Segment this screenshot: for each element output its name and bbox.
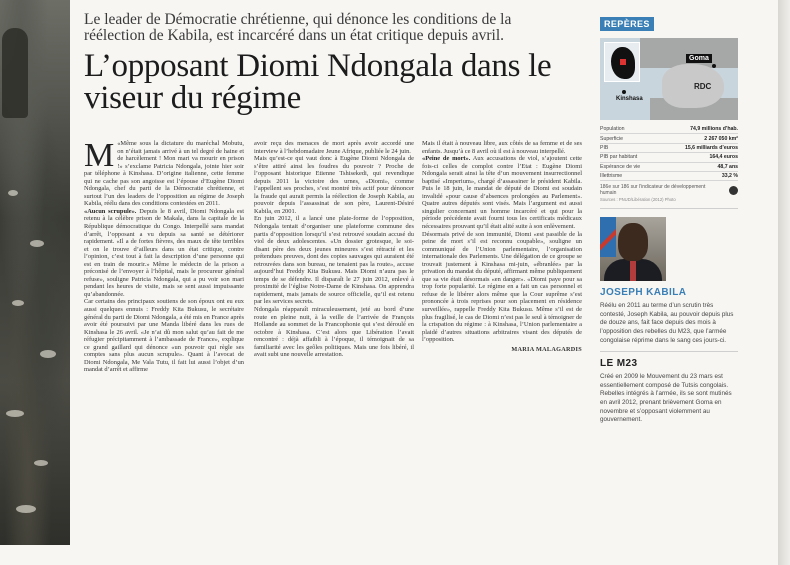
m23-text: Créé en 2009 le Mouvement du 23 mars est essentiellement composé de Tutsis congolais. Rebelles intégrés à l’armée, ils se sont mutinés en avril 2012, prenant brièvement Goma en novembre et s’opposant violemment au gouvernement.	[600, 373, 732, 424]
stats-row	[600, 163, 738, 172]
photo-leaf	[16, 505, 36, 513]
stat-label: Espérance de vie	[600, 163, 641, 170]
paragraph	[84, 208, 244, 299]
stat-label: PIB	[600, 144, 609, 151]
libe-logo-icon	[729, 186, 738, 195]
portrait-tie	[630, 261, 636, 281]
byline: MARIA MALAGARDIS	[511, 345, 582, 353]
paragraph: Mais qu’est-ce qui vaut donc à Eugène Diomi Ndongala de s’être attiré ainsi les foudres du pouvoir ? Proche de l’opposant historique Etienne Tshisekedi, qui revendique depuis 2011 la victoire des urnes, «Diomi», comme l’appellent ses proches, s’est montré très actif pour dénoncer la fraude qui aurait permis la réélection de Joseph Kabila, au pouvoir depuis l’assassinat de son père, Laurent-Désiré Kabila, en 2001.	[254, 155, 414, 215]
photo-leaf	[40, 350, 56, 358]
kinshasa-dot-icon	[622, 90, 626, 94]
paragraph: En juin 2012, il a lancé une plate-forme de l’opposition, Ndongala tentait d’organiser une plateforme commune des partis d’opposition lorsqu’il s’est retrouvé soudain accusé du viol de deux adolescentes. «Un dossier grotesque, le soi-disant père des deux jeunes mineures s’est rétracté et les prétendues preuves, dont des copies sauvages qui auraient été retrouvées dans son bureau, ne tenaient pas la route», accuse aujourd’hui Freddy Kita Bukusu. Mais Diomi n’aura pas le temps de se défendre. Il disparaît le 27 juin 2012, enlevé à proximité de l’église Notre-Dame de Kinshasa. On apprendra rapidement, mais jamais de source officielle, qu’il est retenu par les services secrets.	[254, 215, 414, 306]
stat-value: 74,9 millions d’hab.	[690, 126, 738, 133]
stat-label: Superficie	[600, 135, 624, 142]
stat-value: 33,2 %	[721, 173, 738, 180]
person-name: JOSEPH KABILA	[600, 287, 687, 299]
goma-dot-icon	[712, 64, 716, 68]
photo-leaf	[34, 460, 48, 466]
person-bio: Réélu en 2011 au terme d’un scrutin très contesté, Joseph Kabila, au pouvoir depuis plus de douze ans, fait face depuis des mois à l’opposition des rebelles du M23, que l’armée congolaise réprime dans le sang ces jours-ci.	[600, 302, 734, 344]
stats-row	[600, 144, 738, 153]
stats-row	[600, 134, 738, 143]
page-edge	[778, 0, 790, 565]
stat-value: 2 267 050 km²	[704, 135, 738, 142]
subhead: «Aucun scrupule».	[84, 207, 137, 215]
goma-label: Goma	[686, 54, 712, 63]
drc-map	[600, 38, 738, 120]
stats-row	[600, 153, 738, 162]
divider	[600, 351, 738, 352]
stat-label: Population	[600, 126, 625, 133]
photo-leaf	[12, 300, 24, 306]
stats-table	[600, 125, 738, 202]
rdc-label: RDC	[694, 82, 712, 91]
paragraph: Désormais privé de son immunité, Diomi «est passible de la peine de mort s’il est reconnu coupable», souligne un communiqué de l’Union parlementaire, l’organisation internationale des Parlements. Une délégation de ce groupe se trouvait justement à Kinshasa mi-juin, «ébranlée» par la privation du mandat du député, affirmant même publiquement que sa vie était désormais «en danger». «Diomi paye pour sa trop forte popularité. Le régime en a fait un cas personnel et refuse de le libérer alors même que la Cour suprême s’est prononcée à trois reprises pour son placement en résidence surveillée», rappelle Freddy Kita Bukusu. Même s’il est de plus fragilisé, le cas de Diomi n’est pas le seul à témoigner de la crispation du régime : à Kinshasa, l’Union parlementaire a plaidé d’autres situations arbitraires visant des députés de l’opposition.	[422, 230, 582, 344]
flag-icon	[600, 217, 616, 257]
photo-leaf	[30, 240, 44, 247]
idh-note	[600, 184, 738, 196]
stats-row	[600, 172, 738, 181]
article-column-2	[254, 140, 414, 542]
stat-value: 164,4 euros	[709, 154, 738, 161]
africa-inset	[604, 42, 640, 82]
article-column-3	[422, 140, 582, 542]
drop-cap: M	[84, 140, 115, 174]
stats-row	[600, 125, 738, 134]
reperes-tag: REPÈRES	[600, 17, 654, 31]
article-column-1	[84, 140, 244, 542]
stat-value: 48,7 ans	[717, 163, 738, 170]
m23-title: LE M23	[600, 358, 638, 370]
portrait-head	[618, 223, 648, 261]
article-kicker: Le leader de Démocratie chrétienne, qui dénonce les conditions de la réélection de Kabila, est incarcéré dans un état critique depuis avril.	[84, 11, 512, 44]
subhead: «Peine de mort».	[422, 155, 471, 163]
photo-leaf	[8, 190, 18, 196]
article-headline: L’opposant Diomi Ndongala dans le viseur du régime	[84, 48, 552, 116]
drc-shape	[662, 64, 724, 108]
paragraph: Car certains des principaux soutiens de son époux ont eu eux aussi quelques ennuis : Freddy Kita Bukusu, le secrétaire général du parti de Diomi Ndongala, a été mis en France après avoir été poursuivi par une Manda libéré dans les rues de Kinshasa le 26 avril. «Je n’ai dû mon salut qu’au fait de me réfugier précipitamment à l’ambassade de France», explique ce grand gaillard qui dénonce «un pouvoir qui règle ses comptes sans plus aucun scrupule». Quant à l’avocat de Diomi Ndongala, Me Vala Tutu, il fait lui aussi l’objet d’un mandat d’arrêt et affirme	[84, 298, 244, 374]
kabila-portrait	[600, 217, 666, 281]
divider	[600, 208, 738, 209]
paragraph: Mais il était à nouveau libre, aux côtés de sa femme et de ses enfants. Jusqu’à ce 8 avril où il est à nouveau interpellé.	[422, 140, 582, 155]
paragraph-text: Depuis le 8 avril, Diomi Ndongala est retenu à la célèbre prison de Makala, dans la capitale de la République démocratique du Congo. Interpellé sans mandat d’arrêt, l’opposant a vu depuis sa santé se détériorer rapidement. «Il a de fortes fièvres, des maux de tête terribles et on le trouve d’ailleurs dans un état critique, contre l’opinion, c’est tout à fait la description d’une personne qui est en train de mourir.» Même le médecin de la prison a préconisé de l’envoyer à l’hôpital, mais le procureur général refuse», souligne Patricia Ndongala, qui a pu voir son mari pendant les heures de visite, mais se sent aussi impuissante qu’abandonnée.	[84, 207, 244, 298]
stats-source: Sources : PNUD/Libération (2012) Photo	[600, 197, 676, 203]
photo-leaf	[6, 410, 24, 417]
paragraph: «Même sous la dictature du maréchal Mobutu, on n’était jamais arrivé à un tel degré de haine et de harcèlement ! Mon mari va mourir en prison !» s’exclame Patricia Ndongala, jointe hier soir par téléphone à Kinshasa. D’origine italienne, cette femme qui ne cache pas son angoisse est l’épouse d’Eugène Diomi Ndongala, chef du parti de la Démocratie chrétienne, et surtout l’un des leaders de l’opposition au régime de Joseph Kabila, réélu dans des conditions contestées en 2011.	[84, 140, 244, 208]
stat-label: PIB par habitant	[600, 154, 638, 161]
stat-value: 15,6 milliards d’euros	[684, 144, 738, 151]
paragraph: avoir reçu des menaces de mort après avoir accordé une interview à l’hebdomadaire Jeune Afrique, publiée le 24 juin.	[254, 140, 414, 155]
photo-figure	[2, 28, 28, 118]
idh-note-text: 186e sur 186 sur l’indicateur de développement humain	[600, 184, 706, 197]
paragraph-text: Aux accusations de viol, s’ajoutent cette fois-ci celles de complot contre l’Etat : Eugène Diomi Ndongala serait ainsi la tête d’un mouvement insurrectionnel baptisé «Imperium», chargé d’assassiner le président Kabila. Puis le 18 juin, le mandat de député de Diomi est soudain invalidé «pour cause d’absences prolongées au Parlement». Quatre autres députés sont visés. Mais l’argument est aussi singulier concernant un homme incarcéré et qui pour la période précédente avait fourni tous les certificats médicaux nécessaires prouvant qu’il était alité suite à son enlèvement.	[422, 155, 582, 231]
kinshasa-label: Kinshasa	[616, 96, 643, 102]
article-photo	[0, 0, 70, 545]
stat-label: Illettrisme	[600, 173, 623, 180]
drc-marker-icon	[620, 59, 626, 65]
sidebar	[600, 14, 740, 425]
paragraph: Ndongala réapparaît miraculeusement, jeté au bord d’une route en pleine nuit, à la veille de l’arrivée de François Hollande au sommet de la Francophonie qui s’est déroulé en octobre à Kinshasa. C’est alors que Libération l’avait rencontré : déjà affaibli à l’époque, il témoignait de sa familiarité avec les geôles politiques. Mais une fois libéré, il avait subi une nouvelle arrestation.	[254, 306, 414, 359]
paragraph	[422, 155, 582, 230]
